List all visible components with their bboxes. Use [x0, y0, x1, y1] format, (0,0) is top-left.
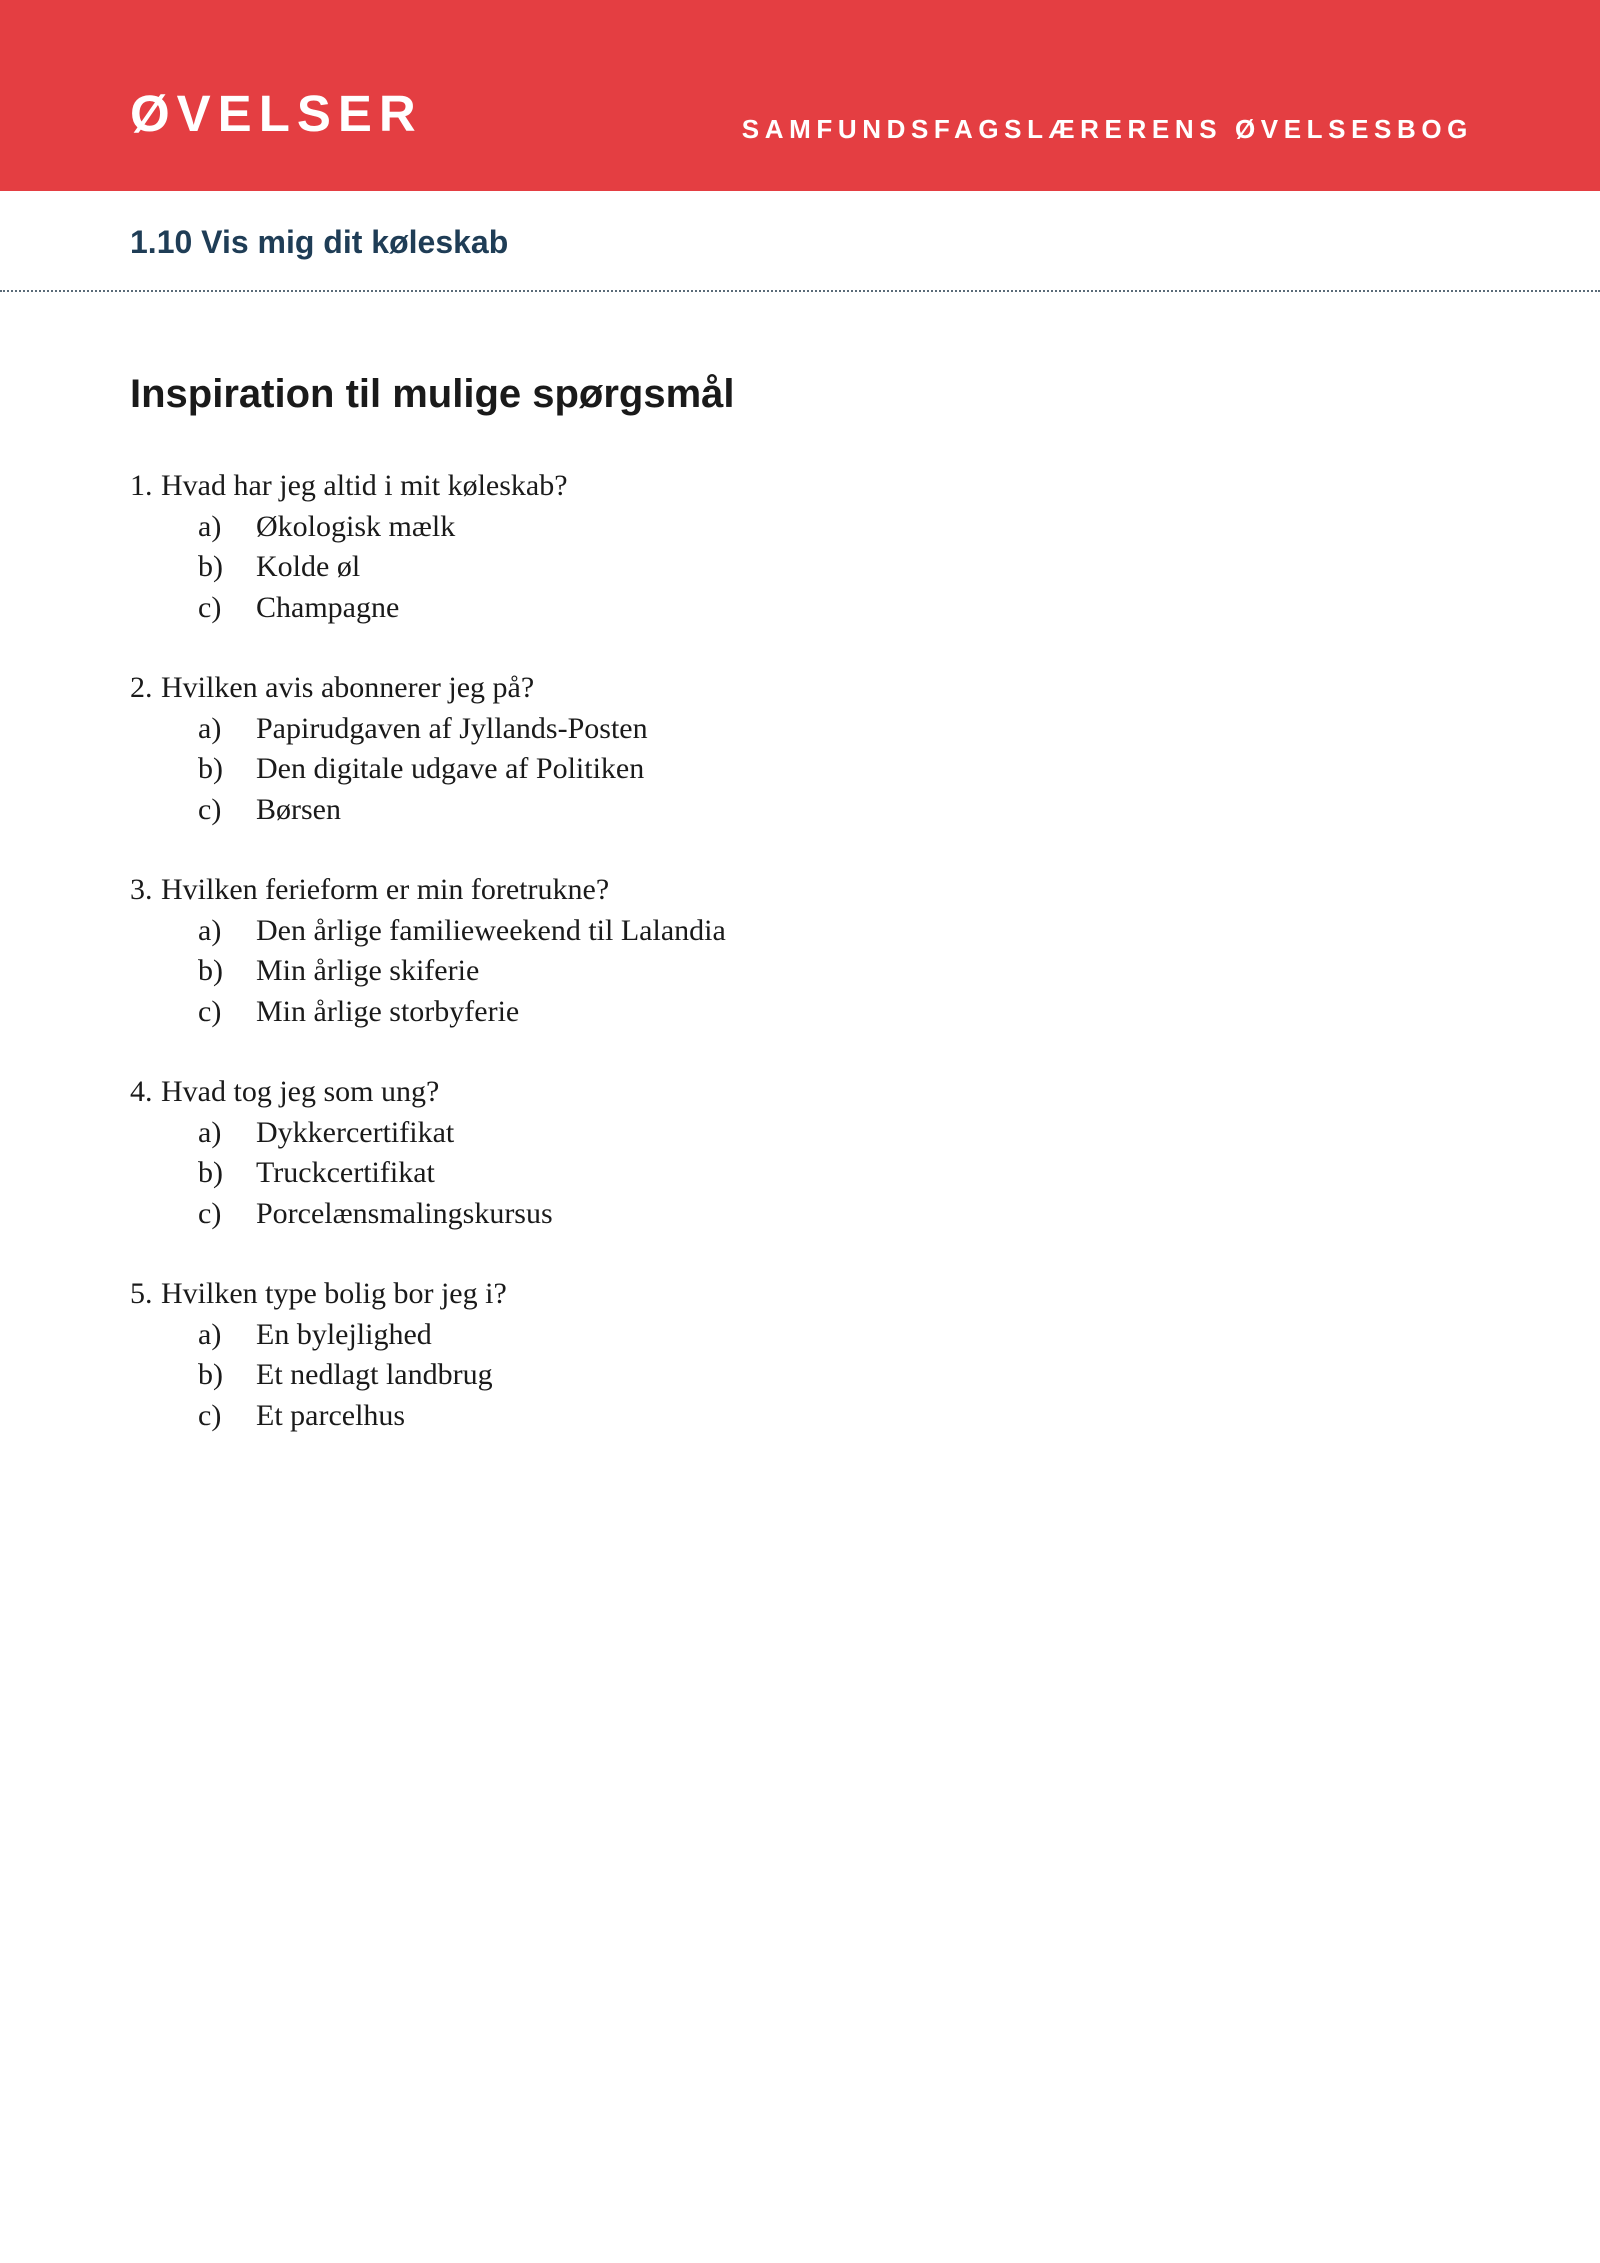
option-text: Dykkercertifikat — [256, 1115, 455, 1149]
header-title: ØVELSER — [130, 85, 423, 142]
answer-option — [130, 1396, 1430, 1437]
option-text: Min årlige skiferie — [256, 954, 480, 987]
content-heading: Inspiration til mulige spørgsmål — [130, 372, 735, 416]
option-letter: b) — [198, 1358, 223, 1391]
question-list — [130, 466, 1430, 1476]
section-title: 1.10 Vis mig dit køleskab — [130, 224, 509, 260]
question-number: 2. — [130, 671, 153, 704]
answer-option — [130, 709, 1430, 750]
answer-option — [130, 1113, 1430, 1154]
option-text: Porcelænsmalingskursus — [256, 1196, 553, 1230]
answer-option — [130, 1194, 1430, 1235]
option-letter: b) — [198, 550, 223, 583]
option-letter: c) — [198, 792, 222, 826]
option-letter: a) — [198, 711, 222, 745]
question-item — [130, 668, 1430, 830]
option-text: Den årlige familieweekend til Lalandia — [256, 913, 726, 947]
answer-option — [130, 951, 1430, 992]
question-text: Hvilken ferieform er min foretrukne? — [161, 873, 610, 906]
option-text: Et parcelhus — [256, 1398, 406, 1432]
option-letter: c) — [198, 1398, 222, 1432]
option-text: Min årlige storbyferie — [256, 994, 520, 1028]
answer-option — [130, 992, 1430, 1033]
answer-option — [130, 1315, 1430, 1356]
option-text: Champagne — [256, 590, 400, 624]
question-number: 3. — [130, 873, 153, 906]
answer-option — [130, 588, 1430, 629]
answer-option — [130, 749, 1430, 790]
answer-option — [130, 507, 1430, 548]
question-item — [130, 1072, 1430, 1234]
answer-option — [130, 1355, 1430, 1396]
header-band — [0, 0, 1600, 191]
option-letter: b) — [198, 954, 223, 987]
option-text: Børsen — [256, 792, 341, 826]
option-text: En bylejlighed — [256, 1317, 432, 1351]
option-letter: a) — [198, 1317, 222, 1351]
question-text: Hvad tog jeg som ung? — [161, 1075, 440, 1108]
question-number: 4. — [130, 1075, 153, 1108]
option-text: Truckcertifikat — [256, 1156, 435, 1189]
question-number: 5. — [130, 1277, 153, 1310]
question-item — [130, 466, 1430, 628]
answer-option — [130, 547, 1430, 588]
question-item — [130, 1274, 1430, 1436]
option-letter: b) — [198, 1156, 223, 1189]
option-text: Økologisk mælk — [256, 509, 456, 543]
answer-option — [130, 911, 1430, 952]
dotted-divider — [0, 290, 1600, 292]
answer-option — [130, 790, 1430, 831]
option-letter: c) — [198, 1196, 222, 1230]
option-letter: a) — [198, 1115, 222, 1149]
option-letter: b) — [198, 752, 223, 785]
question-text: Hvilken avis abonnerer jeg på? — [161, 671, 535, 704]
question-text: Hvilken type bolig bor jeg i? — [161, 1277, 507, 1310]
option-text: Den digitale udgave af Politiken — [256, 752, 645, 785]
book-title: SAMFUNDSFAGSLÆRERENS ØVELSESBOG — [741, 114, 1473, 144]
answer-option — [130, 1153, 1430, 1194]
option-text: Et nedlagt landbrug — [256, 1358, 493, 1391]
option-text: Kolde øl — [256, 550, 361, 583]
option-letter: a) — [198, 509, 222, 543]
option-letter: c) — [198, 590, 222, 624]
question-text: Hvad har jeg altid i mit køleskab? — [161, 469, 568, 502]
question-item — [130, 870, 1430, 1032]
question-number: 1. — [130, 469, 153, 502]
option-text: Papirudgaven af Jyllands-Posten — [256, 711, 648, 745]
option-letter: a) — [198, 913, 222, 947]
option-letter: c) — [198, 994, 222, 1028]
